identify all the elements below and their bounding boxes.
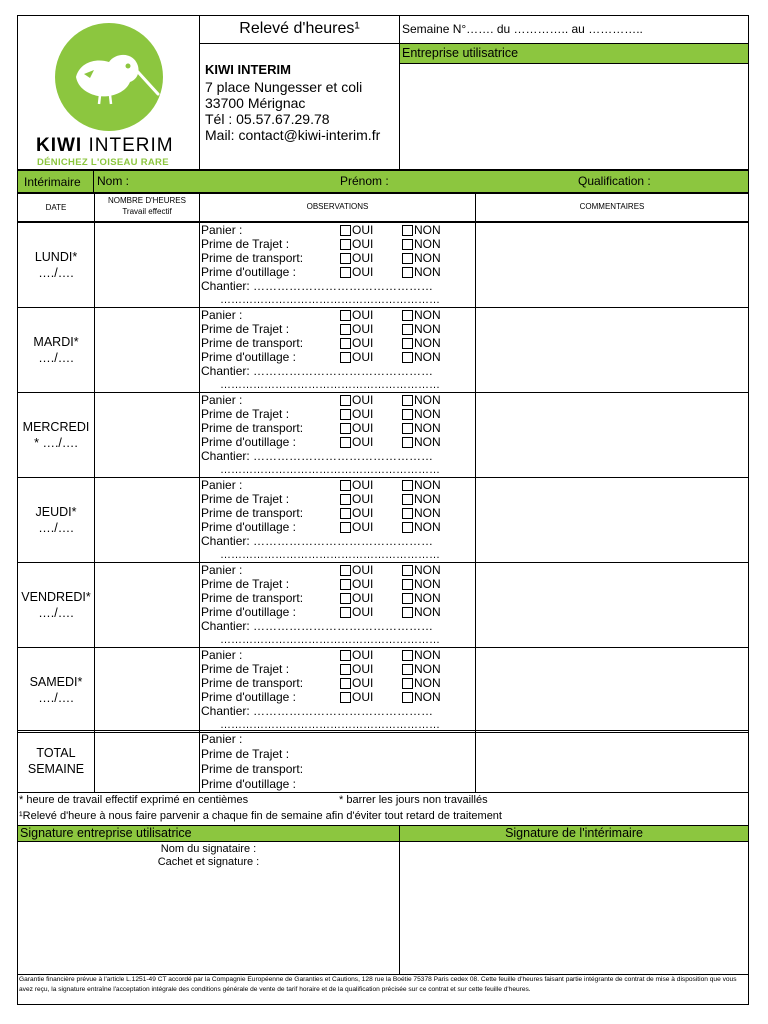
nom-field[interactable]: Nom :: [97, 174, 130, 188]
day-comments-cell[interactable]: [475, 222, 749, 308]
chantier-field[interactable]: Chantier: ………………………………………: [201, 449, 434, 463]
oui-label: OUI: [352, 520, 374, 534]
oui-label: OUI: [352, 690, 374, 704]
chantier-field[interactable]: Chantier: ………………………………………: [201, 279, 434, 293]
signature-client-title: Signature entreprise utilisatrice: [20, 826, 192, 840]
day-date: …./….: [38, 606, 74, 620]
day-date: …./….: [38, 351, 74, 365]
obs-transport: Prime de transport:: [201, 421, 304, 435]
signature-client-box[interactable]: [17, 841, 400, 975]
signature-worker-header: [399, 825, 749, 842]
non-checkbox[interactable]: [402, 692, 413, 703]
non-checkbox[interactable]: [402, 338, 413, 349]
week-field[interactable]: Semaine N°……. du ………….. au …………..: [402, 22, 643, 36]
day-name: VENDREDI*: [21, 590, 91, 604]
non-checkbox[interactable]: [402, 522, 413, 533]
legal-footer: [17, 974, 749, 1005]
chantier-field-line2[interactable]: ……………………………………………………: [220, 549, 440, 561]
day-hours-cell[interactable]: [94, 647, 200, 733]
oui-label: OUI: [352, 648, 374, 662]
non-checkbox[interactable]: [402, 253, 413, 264]
obs-trajet: Prime de Trajet :: [201, 322, 290, 336]
company-name: KIWI INTERIM: [205, 62, 291, 77]
oui-label: OUI: [352, 265, 374, 279]
non-label: NON: [414, 308, 441, 322]
note-barrer: * barrer les jours non travaillés: [339, 794, 488, 806]
oui-checkbox[interactable]: [340, 692, 351, 703]
oui-label: OUI: [352, 237, 374, 251]
non-label: NON: [414, 690, 441, 704]
oui-checkbox[interactable]: [340, 423, 351, 434]
day-name: LUNDI*: [34, 250, 78, 264]
logo-tagline: DÉNICHEZ L'OISEAU RARE: [37, 157, 169, 168]
non-label: NON: [414, 393, 441, 407]
day-date: …./….: [38, 521, 74, 535]
non-label: NON: [414, 435, 441, 449]
non-label: NON: [414, 265, 441, 279]
obs-outillage: Prime d'outillage :: [201, 265, 297, 279]
chantier-field-line2[interactable]: ……………………………………………………: [220, 294, 440, 306]
company-cell: [199, 43, 400, 170]
chantier-field-line2[interactable]: ……………………………………………………: [220, 464, 440, 476]
oui-label: OUI: [352, 407, 374, 421]
obs-trajet: Prime de Trajet :: [201, 407, 290, 421]
non-checkbox[interactable]: [402, 352, 413, 363]
day-hours-cell[interactable]: [94, 222, 200, 308]
oui-label: OUI: [352, 223, 374, 237]
day-date-cell: [17, 307, 95, 393]
non-checkbox[interactable]: [402, 437, 413, 448]
oui-checkbox[interactable]: [340, 650, 351, 661]
non-label: NON: [414, 563, 441, 577]
non-checkbox[interactable]: [402, 593, 413, 604]
total-label-2: SEMAINE: [27, 762, 85, 776]
page-title: Relevé d'heures¹: [239, 20, 360, 37]
obs-trajet: Prime de Trajet :: [201, 237, 290, 251]
oui-checkbox[interactable]: [340, 522, 351, 533]
non-checkbox[interactable]: [402, 324, 413, 335]
oui-checkbox[interactable]: [340, 395, 351, 406]
non-label: NON: [414, 350, 441, 364]
company-email: Mail: contact@kiwi-interim.fr: [205, 127, 381, 143]
title-cell: [199, 15, 400, 44]
header-date: DATE: [17, 193, 95, 222]
header-hours: NOMBRE D'HEURES Travail effectif: [94, 193, 200, 222]
non-checkbox[interactable]: [402, 395, 413, 406]
oui-label: OUI: [352, 478, 374, 492]
oui-checkbox[interactable]: [340, 664, 351, 675]
signer-name-label: Nom du signataire :: [160, 843, 257, 855]
non-label: NON: [414, 407, 441, 421]
day-observations-cell: [199, 477, 476, 563]
non-label: NON: [414, 421, 441, 435]
non-label: NON: [414, 251, 441, 265]
oui-checkbox[interactable]: [340, 437, 351, 448]
oui-checkbox[interactable]: [340, 409, 351, 420]
non-label: NON: [414, 237, 441, 251]
non-label: NON: [414, 336, 441, 350]
obs-panier: Panier :: [201, 308, 243, 322]
chantier-field[interactable]: Chantier: ………………………………………: [201, 619, 434, 633]
non-checkbox[interactable]: [402, 508, 413, 519]
oui-checkbox[interactable]: [340, 593, 351, 604]
stamp-label: Cachet et signature :: [157, 856, 260, 868]
day-observations-cell: [199, 562, 476, 648]
non-label: NON: [414, 520, 441, 534]
day-comments-cell[interactable]: [475, 392, 749, 478]
non-label: NON: [414, 648, 441, 662]
oui-checkbox[interactable]: [340, 494, 351, 505]
day-observations-cell: [199, 392, 476, 478]
qualification-field[interactable]: Qualification :: [578, 174, 651, 188]
obs-trajet: Prime de Trajet :: [201, 577, 290, 591]
client-header: [399, 43, 749, 64]
legal-text: Garantie financière prévue à l'article L.1251-49 CT accordé par la Compagnie Européenne de Garanties et Cautions, 128 rue la Boétie 75378 Paris cedex 08. Cette feuille d'heures faisant partie intégrante de contrat de mise à disposition que vous avez reçu, la signature entraîne l'acceptation intégrale des conditions générale de vente de tarif horaire et de la qualification précisée sur ce contrat et sur cette feuille d'heures.: [19, 976, 737, 993]
day-date-cell: [17, 392, 95, 478]
interimaire-label: Intérimaire: [24, 175, 81, 189]
oui-checkbox[interactable]: [340, 508, 351, 519]
oui-label: OUI: [352, 336, 374, 350]
day-name: MERCREDI: [22, 420, 90, 434]
non-checkbox[interactable]: [402, 678, 413, 689]
obs-transport: Prime de transport:: [201, 506, 304, 520]
oui-label: OUI: [352, 492, 374, 506]
non-label: NON: [414, 322, 441, 336]
oui-label: OUI: [352, 322, 374, 336]
non-checkbox[interactable]: [402, 480, 413, 491]
obs-trajet: Prime de Trajet :: [201, 492, 290, 506]
non-checkbox[interactable]: [402, 579, 413, 590]
oui-checkbox[interactable]: [340, 324, 351, 335]
total-hours-cell[interactable]: [94, 730, 200, 793]
logo-cell: [17, 15, 200, 170]
non-checkbox[interactable]: [402, 310, 413, 321]
oui-label: OUI: [352, 577, 374, 591]
oui-checkbox[interactable]: [340, 253, 351, 264]
total-date-cell: [17, 730, 95, 793]
oui-checkbox[interactable]: [340, 579, 351, 590]
day-comments-cell[interactable]: [475, 477, 749, 563]
client-label: Entreprise utilisatrice: [402, 46, 519, 60]
company-phone: Tél : 05.57.67.29.78: [205, 111, 330, 127]
day-observations-cell: [199, 647, 476, 733]
header-comments: COMMENTAIRES: [475, 193, 749, 222]
oui-checkbox[interactable]: [340, 678, 351, 689]
day-observations-cell: [199, 307, 476, 393]
oui-label: OUI: [352, 605, 374, 619]
header-observations: OBSERVATIONS: [199, 193, 476, 222]
non-label: NON: [414, 223, 441, 237]
oui-label: OUI: [352, 350, 374, 364]
non-label: NON: [414, 605, 441, 619]
signature-worker-title: Signature de l'intérimaire: [505, 826, 643, 840]
chantier-field-line2[interactable]: ……………………………………………………: [220, 379, 440, 391]
obs-transport: Prime de transport:: [201, 676, 304, 690]
day-date: …./….: [38, 266, 74, 280]
oui-label: OUI: [352, 308, 374, 322]
day-date-cell: [17, 477, 95, 563]
non-checkbox[interactable]: [402, 607, 413, 618]
oui-label: OUI: [352, 591, 374, 605]
non-checkbox[interactable]: [402, 225, 413, 236]
oui-checkbox[interactable]: [340, 239, 351, 250]
chantier-field[interactable]: Chantier: ………………………………………: [201, 534, 434, 548]
obs-transport: Prime de transport:: [201, 251, 304, 265]
oui-checkbox[interactable]: [340, 352, 351, 363]
oui-checkbox[interactable]: [340, 607, 351, 618]
day-date-cell: [17, 562, 95, 648]
obs-outillage: Prime d'outillage :: [201, 690, 297, 704]
obs-panier: Panier :: [201, 563, 243, 577]
chantier-field-line2[interactable]: ……………………………………………………: [220, 719, 440, 731]
oui-checkbox[interactable]: [340, 310, 351, 321]
non-checkbox[interactable]: [402, 565, 413, 576]
obs-trajet: Prime de Trajet :: [201, 662, 290, 676]
oui-label: OUI: [352, 563, 374, 577]
client-box[interactable]: [399, 63, 749, 170]
day-date: …./….: [38, 691, 74, 705]
oui-label: OUI: [352, 662, 374, 676]
total-comments-cell[interactable]: [475, 730, 749, 793]
day-date: * …./….: [34, 436, 78, 450]
notes-box: [17, 792, 749, 826]
day-name: MARDI*: [33, 335, 79, 349]
non-checkbox[interactable]: [402, 423, 413, 434]
obs-panier: Panier :: [201, 393, 243, 407]
chantier-field[interactable]: Chantier: ………………………………………: [201, 704, 434, 718]
non-checkbox[interactable]: [402, 409, 413, 420]
signature-worker-box[interactable]: [399, 841, 749, 975]
company-address1: 7 place Nungesser et coli: [205, 79, 363, 95]
non-label: NON: [414, 506, 441, 520]
non-checkbox[interactable]: [402, 239, 413, 250]
day-hours-cell[interactable]: [94, 307, 200, 393]
day-hours-cell[interactable]: [94, 477, 200, 563]
obs-outillage: Prime d'outillage :: [201, 435, 297, 449]
oui-label: OUI: [352, 435, 374, 449]
non-label: NON: [414, 662, 441, 676]
note-centiemes: * heure de travail effectif exprimé en centièmes: [19, 794, 249, 806]
total-outillage: Prime d'outillage :: [201, 777, 297, 791]
total-label: TOTAL: [36, 746, 76, 760]
non-checkbox[interactable]: [402, 494, 413, 505]
non-label: NON: [414, 492, 441, 506]
logo-brand-bold: KIWI: [36, 135, 83, 156]
non-checkbox[interactable]: [402, 650, 413, 661]
day-date-cell: [17, 222, 95, 308]
obs-panier: Panier :: [201, 648, 243, 662]
day-comments-cell[interactable]: [475, 307, 749, 393]
non-label: NON: [414, 676, 441, 690]
oui-label: OUI: [352, 393, 374, 407]
day-hours-cell[interactable]: [94, 562, 200, 648]
obs-outillage: Prime d'outillage :: [201, 350, 297, 364]
week-cell: [399, 15, 749, 44]
non-checkbox[interactable]: [402, 267, 413, 278]
total-observations-cell: [199, 730, 476, 793]
obs-transport: Prime de transport:: [201, 591, 304, 605]
kiwi-logo-icon: [54, 22, 164, 132]
oui-label: OUI: [352, 251, 374, 265]
oui-checkbox[interactable]: [340, 225, 351, 236]
obs-transport: Prime de transport:: [201, 336, 304, 350]
oui-checkbox[interactable]: [340, 565, 351, 576]
non-label: NON: [414, 478, 441, 492]
non-label: NON: [414, 577, 441, 591]
total-trajet: Prime de Trajet :: [201, 747, 290, 761]
prenom-field[interactable]: Prénom :: [340, 174, 389, 188]
day-date-cell: [17, 647, 95, 733]
day-hours-cell[interactable]: [94, 392, 200, 478]
note-releve: ¹Relevé d'heure à nous faire parvenir a chaque fin de semaine afin d'éviter tout retard de traitement: [19, 810, 502, 822]
oui-checkbox[interactable]: [340, 267, 351, 278]
total-panier: Panier :: [201, 732, 243, 746]
company-address2: 33700 Mérignac: [205, 95, 306, 111]
day-observations-cell: [199, 222, 476, 308]
oui-label: OUI: [352, 506, 374, 520]
day-name: JEUDI*: [35, 505, 77, 519]
day-name: SAMEDI*: [29, 675, 83, 689]
non-label: NON: [414, 591, 441, 605]
logo-brand-light: INTERIM: [88, 135, 174, 156]
oui-label: OUI: [352, 421, 374, 435]
oui-checkbox[interactable]: [340, 480, 351, 491]
chantier-field-line2[interactable]: ……………………………………………………: [220, 634, 440, 646]
obs-outillage: Prime d'outillage :: [201, 605, 297, 619]
oui-label: OUI: [352, 676, 374, 690]
day-comments-cell[interactable]: [475, 647, 749, 733]
day-comments-cell[interactable]: [475, 562, 749, 648]
obs-outillage: Prime d'outillage :: [201, 520, 297, 534]
worker-row: [17, 170, 749, 193]
oui-checkbox[interactable]: [340, 338, 351, 349]
chantier-field[interactable]: Chantier: ………………………………………: [201, 364, 434, 378]
non-checkbox[interactable]: [402, 664, 413, 675]
signature-client-header: [17, 825, 400, 842]
obs-panier: Panier :: [201, 223, 243, 237]
obs-panier: Panier :: [201, 478, 243, 492]
total-transport: Prime de transport:: [201, 762, 304, 776]
